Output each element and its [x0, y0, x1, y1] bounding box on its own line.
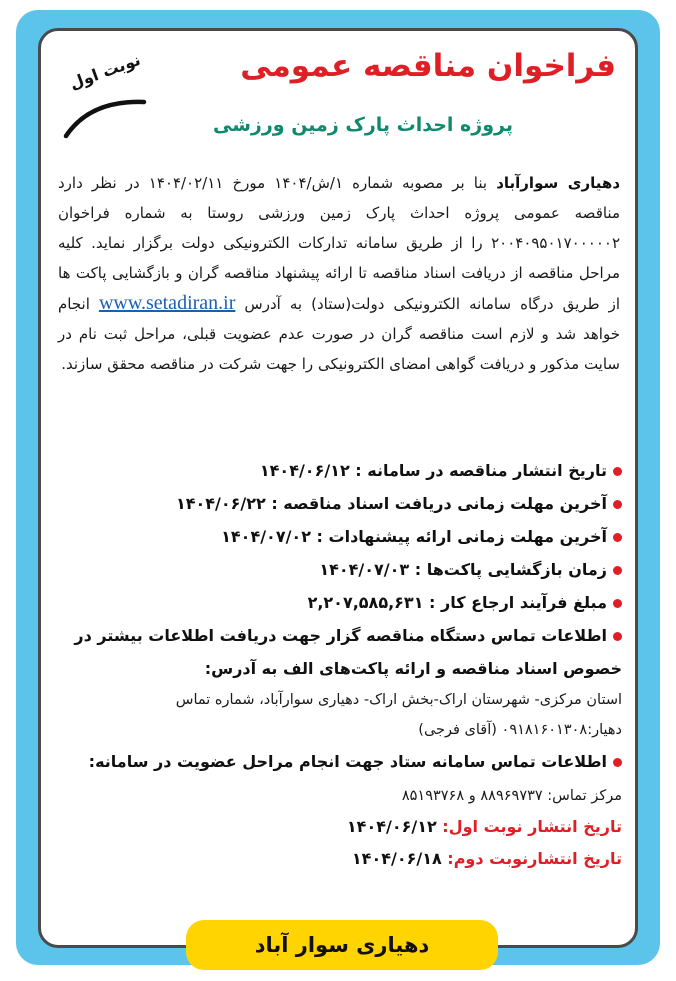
bullet-icon [613, 758, 622, 767]
first-publication [56, 811, 622, 843]
bids-deadline-label: آخرین مهلت زمانی ارائه پیشنهادات : [316, 527, 607, 546]
issuer-name: دهیاری سوارآباد [496, 174, 621, 192]
list-item [56, 553, 622, 586]
round-label: نوبت اول [66, 49, 143, 94]
docs-deadline-label: آخرین مهلت زمانی دریافت اسناد مناقصه : [271, 494, 607, 513]
first-publication-label: تاریخ انتشار نوبت اول: [442, 817, 622, 836]
setad-contact-heading: اطلاعات تماس سامانه ستاد جهت انجام مراحل عضویت در سامانه: [88, 752, 607, 771]
schedule-list [56, 454, 622, 875]
second-publication-date: ۱۴۰۴/۰۶/۱۸ [351, 849, 448, 868]
bullet-icon [613, 467, 622, 476]
bullet-icon [613, 533, 622, 542]
setad-call-center: مرکز تماس: ۸۸۹۶۹۷۳۷ و ۸۵۱۹۳۷۶۸ [401, 788, 622, 804]
second-publication-label: تاریخ انتشارنوبت دوم: [447, 849, 622, 868]
list-item [56, 487, 622, 520]
list-item [56, 454, 622, 487]
list-item [56, 586, 622, 619]
list-item [56, 619, 622, 685]
notice-subtitle: پروژه احداث پارک زمین ورزشی [213, 114, 513, 136]
amount-label: مبلغ فرآیند ارجاع کار : [429, 593, 607, 612]
tenderer-address: استان مرکزی- شهرستان اراک-بخش اراک- دهیاری سوارآباد، شماره تماس دهیار:۰۹۱۸۱۶۰۱۳۰۸ (آقای فرجی) [175, 692, 622, 738]
docs-deadline-date: ۱۴۰۴/۰۶/۲۲ [175, 494, 266, 513]
opening-label: زمان بازگشایی پاکت‌ها : [414, 560, 607, 579]
notice-title: فراخوان مناقصه عمومی [240, 48, 616, 84]
notice-body [58, 168, 620, 379]
footer-issuer: دهیاری سوار آباد [186, 920, 498, 970]
intro-text-1: بنا بر مصوبه شماره ۱/ش/۱۴۰۴ مورخ ۱۴۰۴/۰۲/۱۱ در نظر دارد مناقصه عمومی پروژه احداث پارک زمین ورزشی روستا به شماره فراخوان ۲۰۰۴۰۹۵۰۱۷۰۰۰۰۰۲ را از طریق سامانه تدارکات الکترونیکی دولت برگزار نماید. کلیه مراحل مناقصه از دریافت اسناد مناقصه تا ارائه پیشنهاد مناقصه گران و بازگشایی پاکت ها از طریق درگاه سامانه الکترونیکی دولت(ستاد) به آدرس [58, 174, 620, 313]
second-publication [56, 843, 622, 875]
bids-deadline-date: ۱۴۰۴/۰۷/۰۲ [221, 527, 311, 546]
bullet-icon [613, 599, 622, 608]
bullet-icon [613, 632, 622, 641]
amount-value: ۲,۲۰۷,۵۸۵,۶۳۱ [307, 593, 424, 612]
publish-label: تاریخ انتشار مناقصه در سامانه : [355, 461, 607, 480]
first-publication-date: ۱۴۰۴/۰۶/۱۲ [346, 817, 443, 836]
website-link[interactable]: www.setadiran.ir [98, 292, 236, 314]
list-item [56, 745, 622, 811]
opening-date: ۱۴۰۴/۰۷/۰۳ [319, 560, 410, 579]
tenderer-contact-heading: اطلاعات تماس دستگاه مناقصه گزار جهت دریافت اطلاعات بیشتر در خصوص اسناد مناقصه و ارائه پاکت‌های الف به آدرس: [74, 626, 622, 678]
intro-text-2: انجام خواهد شد و لازم است مناقصه گران در صورت عدم عضویت قبلی، مراحل ثبت نام در سایت مذکور و دریافت گواهی امضای الکترونیکی را جهت شرکت در مناقصه محقق سازند. [58, 295, 620, 373]
round-arc-icon [60, 96, 150, 141]
bullet-icon [613, 500, 622, 509]
list-item [56, 520, 622, 553]
publish-date: ۱۴۰۴/۰۶/۱۲ [259, 461, 350, 480]
bullet-icon [613, 566, 622, 575]
